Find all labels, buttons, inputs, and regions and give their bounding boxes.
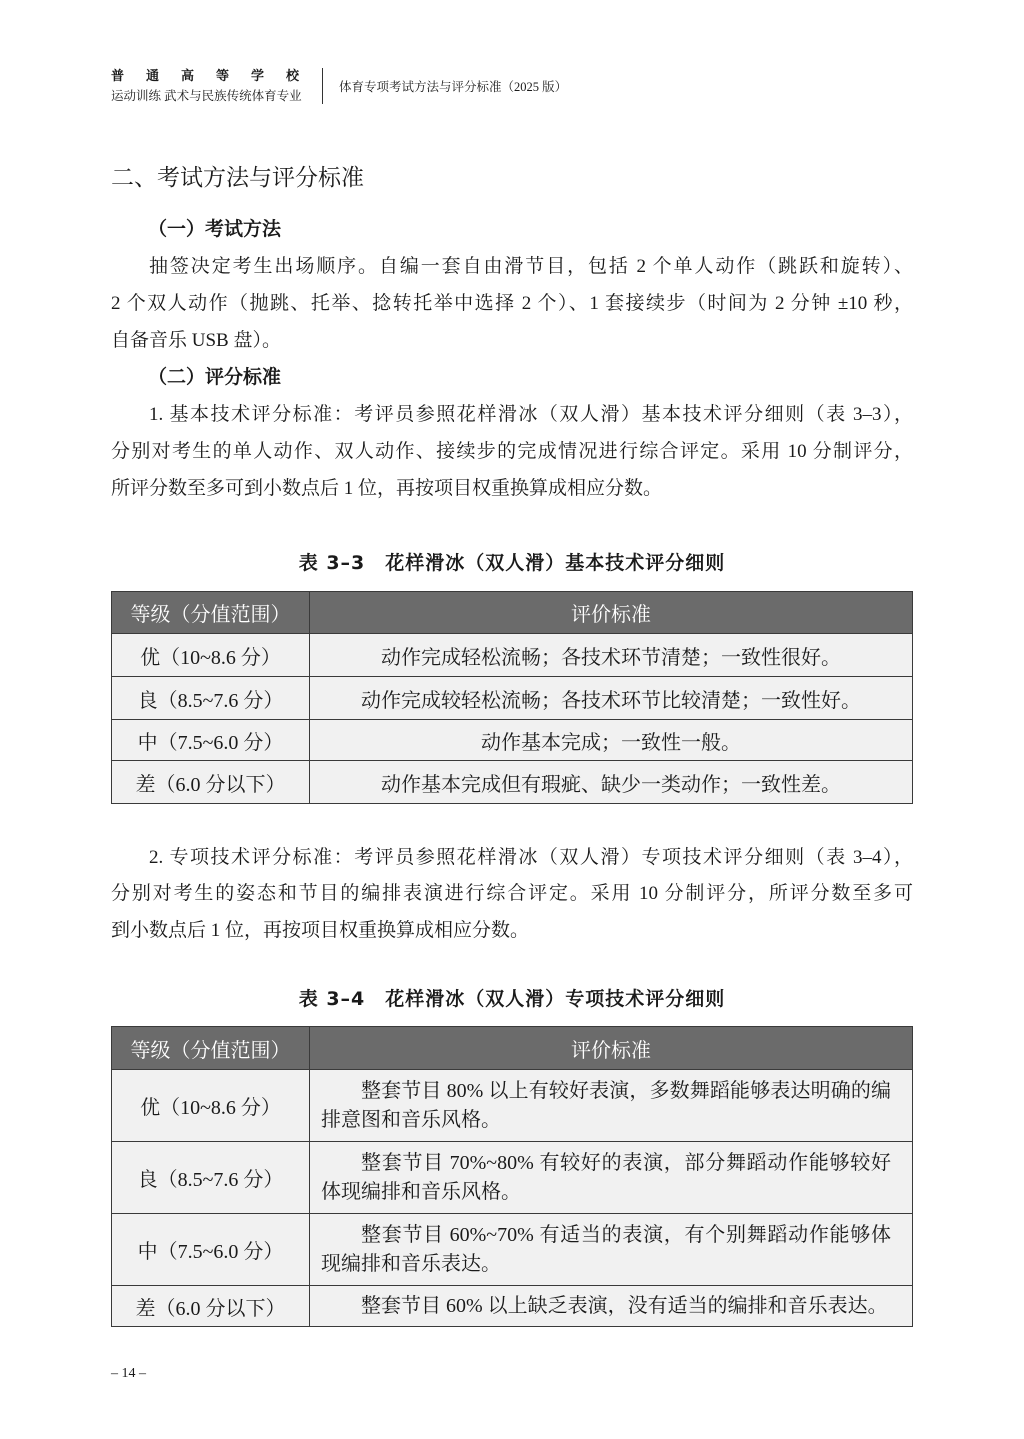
table-row [112, 633, 912, 676]
grade-cell: 中（7.5~6.0 分） [112, 1214, 310, 1285]
basic-scoring-line: 分别对考生的单人动作、双人动作、接续步的完成情况进行综合评定。采用 10 分制评分， [111, 440, 913, 462]
table-header-cell: 评价标准 [571, 1039, 651, 1062]
special-scoring-line: 到小数点后 1 位，再按项目权重换算成相应分数。 [111, 919, 530, 941]
grade-cell: 优（10~8.6 分） [112, 1070, 310, 1141]
table-header-row [112, 592, 912, 633]
criteria-cell: 动作基本完成但有瑕疵、缺少一类动作；一致性差。 [381, 773, 841, 796]
header-major: 运动训练 武术与民族传统体育专业 [111, 89, 302, 103]
criteria-text: 整套节目 80% 以上有较好表演，多数舞蹈能够表达明确的编排意图和音乐风格。 [321, 1079, 891, 1131]
criteria-cell: 动作完成轻松流畅；各技术环节清楚；一致性很好。 [381, 646, 841, 669]
header-school: 普通高等学校 [111, 68, 322, 83]
table-row [112, 1213, 912, 1285]
grade-cell: 中（7.5~6.0 分） [112, 720, 310, 760]
basic-scoring-line: 1. 基本技术评分标准：考评员参照花样滑冰（双人滑）基本技术评分细则（表 3–3）， [149, 403, 913, 425]
special-scoring-line: 2. 专项技术评分标准：考评员参照花样滑冰（双人滑）专项技术评分细则（表 3–4）， [149, 846, 913, 868]
header-document-title: 体育专项考试方法与评分标准（2025 版） [339, 80, 568, 94]
table-row [112, 1069, 912, 1141]
table-3-3-caption: 表 3–3 花样滑冰（双人滑）基本技术评分细则 [298, 552, 726, 574]
criteria-cell: 动作完成较轻松流畅；各技术环节比较清楚；一致性好。 [361, 689, 861, 712]
grade-cell: 良（8.5~7.6 分） [112, 1142, 310, 1213]
exam-method-line: 自备音乐 USB 盘）。 [111, 329, 281, 351]
table-row [112, 719, 912, 760]
table-header-row [112, 1027, 912, 1069]
criteria-text: 整套节目 60% 以上缺乏表演，没有适当的编排和音乐表达。 [361, 1294, 888, 1317]
exam-method-heading: （一）考试方法 [148, 218, 282, 240]
grade-cell: 优（10~8.6 分） [112, 634, 310, 676]
criteria-cell [310, 1286, 912, 1326]
special-scoring-block [111, 840, 913, 950]
header-divider [322, 68, 323, 104]
table-row [112, 676, 912, 719]
table-3-4 [111, 1026, 913, 1327]
table-header-cell: 评价标准 [571, 604, 651, 626]
criteria-cell: 动作基本完成；一致性一般。 [481, 731, 741, 754]
grade-cell: 差（6.0 分以下） [112, 761, 310, 803]
table-header-cell: 等级（分值范围） [112, 592, 310, 633]
criteria-text: 整套节目 60%~70% 有适当的表演，有个别舞蹈动作能够体现编排和音乐表达。 [321, 1223, 891, 1275]
page-number: – 14 – [111, 1366, 146, 1381]
criteria-text: 整套节目 70%~80% 有较好的表演，部分舞蹈动作能够较好体现编排和音乐风格。 [321, 1151, 891, 1203]
table-row [112, 760, 912, 803]
table-row [112, 1141, 912, 1213]
scoring-heading: （二）评分标准 [148, 366, 282, 388]
table-header-cell: 等级（分值范围） [112, 1027, 310, 1069]
criteria-cell [310, 1214, 912, 1285]
special-scoring-line: 分别对考生的姿态和节目的编排表演进行综合评定。采用 10 分制评分，所评分数至多可 [111, 883, 913, 904]
section-title: 二、考试方法与评分标准 [111, 165, 364, 191]
body-text-block [111, 211, 913, 507]
basic-scoring-line: 所评分数至多可到小数点后 1 位，再按项目权重换算成相应分数。 [111, 477, 663, 499]
exam-method-line: 2 个双人动作（抛跳、托举、捻转托举中选择 2 个）、1 套接续步（时间为 2 分钟 ±10 秒， [111, 292, 913, 314]
table-3-3 [111, 591, 913, 804]
grade-cell: 差（6.0 分以下） [112, 1286, 310, 1326]
criteria-cell [310, 1070, 912, 1141]
table-row [112, 1285, 912, 1326]
grade-cell: 良（8.5~7.6 分） [112, 677, 310, 719]
table-3-4-caption: 表 3–4 花样滑冰（双人滑）专项技术评分细则 [298, 988, 726, 1010]
criteria-cell [310, 1142, 912, 1213]
exam-method-line: 抽签决定考生出场顺序。自编一套自由滑节目，包括 2 个单人动作（跳跃和旋转）、 [149, 255, 913, 277]
